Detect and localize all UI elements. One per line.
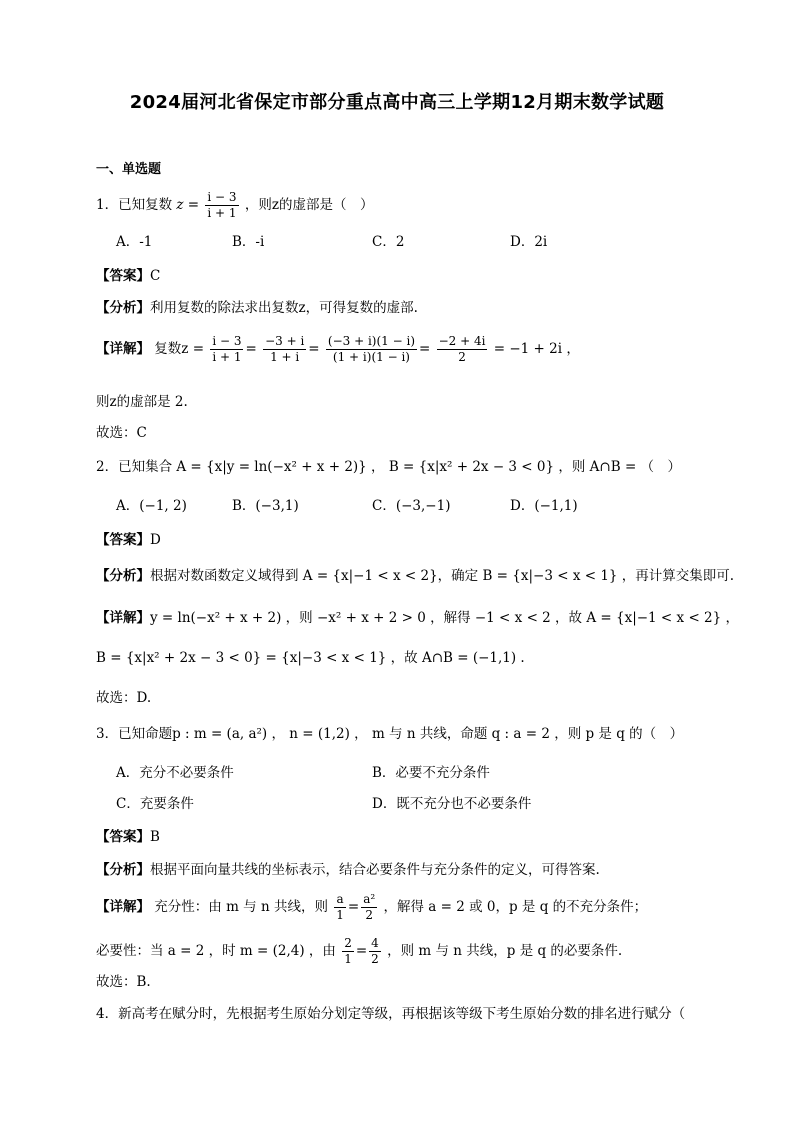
q1-answer-tag: 【答案】 [96, 268, 150, 284]
q2-detail-1: y = ln(−x² + x + 2) ，则 −x² + x + 2 > 0 ，解得 −1 < x < 2 ，故 A = {x|−1 < x < 2} ， [150, 610, 740, 626]
q1-detail-2: 则z的虚部是 2. [96, 394, 188, 410]
q3-choice: 故选：B. [96, 974, 151, 990]
q3-stem-a: 3．已知命题 [96, 726, 173, 742]
q1-answer [96, 266, 160, 286]
q3-fa-num: a [334, 892, 346, 908]
q1-detail-frac-3 [326, 334, 417, 365]
q1-detail-frac-2 [263, 334, 306, 365]
q2-analysis [96, 566, 734, 586]
q1-analysis-tag: 【分析】 [96, 300, 150, 316]
q2-detail-2: B = {x|x² + 2x − 3 < 0} = {x|−3 < x < 1} ，故 A∩B = (−1,1) . [96, 650, 525, 666]
q3-detail-eq: = [347, 899, 360, 915]
q3-frac-d [369, 936, 381, 967]
q1-stem [96, 190, 373, 221]
q1-f3-num: (−3 + i)(1 − i) [327, 334, 415, 348]
q3-option-b: B．必要不充分条件 [372, 765, 490, 781]
q2-detail-tag: 【详解】 [96, 610, 150, 626]
q1-analysis-text: 利用复数的除法求出复数z，可得复数的虚部. [150, 300, 418, 316]
q3-fb-num: a² [363, 892, 376, 906]
q2-analysis-text: 根据对数函数定义域得到 A = {x|−1 < x < 2}，确定 B = {x|−3 < x < 1} ，再计算交集即可. [150, 568, 735, 584]
q3-fb-den: 2 [365, 908, 374, 922]
q3-necessity: 必要性：当 a = 2 ，时 m = (2,4) ，由 $\frac{2}{1}$ = $\frac{4}{2}$ ，则 m 与 n 共线，p 是 q 的必要条件. [96, 936, 623, 966]
q2-choice: 故选：D. [96, 690, 152, 706]
q3-frac-a [334, 892, 346, 923]
q2-answer-tag: 【答案】 [96, 532, 150, 548]
q1-detail-tag: 【详解】 [96, 341, 150, 357]
q3-answer-value: B [150, 829, 160, 845]
q1-f4-den: 2 [458, 350, 466, 364]
q1-f2-den: 1 + i [270, 350, 300, 364]
q1-fraction [205, 190, 238, 221]
q1-detail-a: 复数z = [154, 341, 205, 357]
q1-stem-b: ，则z的虚部是（ ） [244, 197, 374, 213]
q1-option-a: A．-1 [116, 234, 153, 250]
section-heading: 一、单选题 [96, 162, 162, 177]
q2-answer-value: D [150, 532, 161, 548]
q1-f3-den: (1 + i)(1 − i) [332, 350, 410, 364]
q1-f2-num: −3 + i [265, 334, 305, 348]
q1-answer-value: C [150, 268, 161, 284]
q2-option-b: B．(−3,1) [232, 498, 299, 514]
q3-detail-b: ，解得 a = 2 或 0，p 是 q 的不充分条件； [383, 899, 648, 915]
q1-analysis [96, 298, 418, 318]
q1-stem-a: 1．已知复数 [96, 197, 173, 213]
q3-option-d: D．既不充分也不必要条件 [372, 796, 532, 812]
q3-analysis-text: 根据平面向量共线的坐标表示，结合必要条件与充分条件的定义，可得答案. [150, 862, 600, 878]
q2-detail [96, 608, 739, 628]
q3-analysis [96, 860, 600, 880]
q3-analysis-tag: 【分析】 [96, 862, 150, 878]
q3-stem-b: p : m = (a, a²) ， n = (1,2) ， m 与 n 共线，命题 q : a = 2 ，则 p 是 q 的（ ） [172, 726, 684, 742]
q3-detail [96, 892, 647, 923]
q1-f4-num: −2 + 4i [438, 334, 486, 348]
q3-fc-num: 2 [344, 936, 352, 950]
q1-f1-den: i + 1 [212, 350, 242, 364]
q3-fc-den: 1 [344, 952, 352, 966]
q1-choice: 故选：C [96, 425, 147, 441]
q1-detail-frac-1 [210, 334, 243, 365]
q2-analysis-tag: 【分析】 [96, 568, 150, 584]
q3-detail-a: 充分性：由 m 与 n 共线，则 [154, 899, 328, 915]
q2-option-c: C．(−3,−1) [372, 498, 451, 514]
q3-fa-den: 1 [336, 908, 344, 922]
q1-frac-num: i − 3 [207, 190, 237, 204]
q4-stem: 4．新高考在赋分时，先根据考生原始分划定等级，再根据该等级下考生原始分数的排名进行赋分（ [96, 1006, 686, 1022]
q2-option-a: A．(−1, 2) [116, 498, 187, 514]
q3-frac-b [361, 892, 377, 923]
q1-detail-frac-4 [437, 334, 488, 365]
q3-fd-den: 2 [371, 952, 379, 966]
q3-nec-a: 必要性：当 a = 2 ，时 m = (2,4) ，由 [96, 943, 336, 959]
q1-option-b: B．-i [232, 234, 265, 250]
q3-answer [96, 827, 160, 847]
q1-frac-den: i + 1 [207, 206, 237, 220]
q3-option-a: A．充分不必要条件 [116, 765, 234, 781]
q1-f1-num: i − 3 [212, 334, 242, 348]
q2-option-d: D．(−1,1) [510, 498, 578, 514]
q1-option-d: D．2i [510, 234, 548, 250]
q1-option-c: C．2 [372, 234, 405, 250]
q3-nec-b: ，则 m 与 n 共线，p 是 q 的必要条件. [387, 943, 623, 959]
q1-detail: 【详解】 复数z = $\frac{i - 3}{i + 1}$ = $\frac{-3 + i}{1 + i}$ = $\frac{(-3 + i)(1 - i)}{(1 + i)(1 - i)}$ = $\frac{-2 + 4i}{2}$ = −1 + 2i ， [96, 334, 580, 364]
q3-fd-num: 4 [371, 936, 379, 950]
q1-detail-end: = −1 + 2i ， [493, 341, 580, 357]
q3-answer-tag: 【答案】 [96, 829, 150, 845]
q2-answer [96, 530, 161, 550]
q2-stem: 2．已知集合 A = {x|y = ln(−x² + x + 2)} ， B = {x|x² + 2x − 3 < 0} ，则 A∩B = （ ） [96, 459, 682, 475]
q3-frac-c [342, 936, 354, 967]
q3-stem [96, 724, 683, 744]
page-title: 2024届河北省保定市部分重点高中高三上学期12月期末数学试题 [129, 92, 665, 113]
q3-detail-tag: 【详解】 [96, 899, 150, 915]
q3-option-c: C．充要条件 [116, 796, 194, 812]
q1-z: z = [176, 197, 200, 213]
